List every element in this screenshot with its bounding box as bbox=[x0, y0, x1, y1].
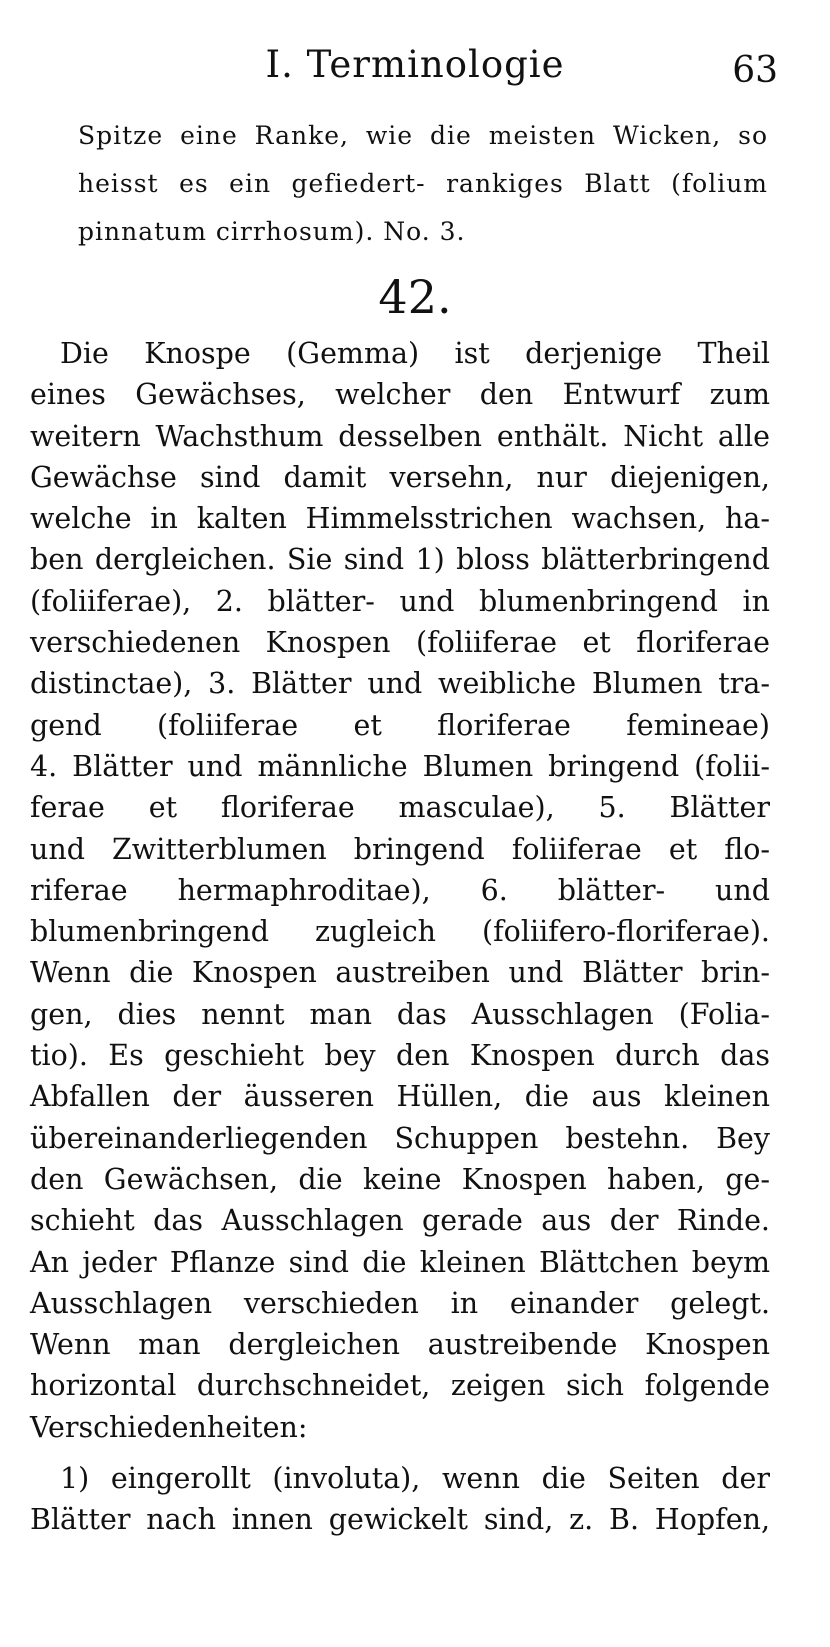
text-line: und Zwitterblumen bringend foliiferae et flo- bbox=[30, 832, 770, 866]
continuation-paragraph bbox=[78, 112, 768, 256]
text-line: ben dergleichen. Sie sind 1) bloss blätterbringend bbox=[30, 543, 770, 577]
chapter-title: I. Terminologie bbox=[265, 43, 565, 86]
text-line: (foliiferae), 2. blätter- und blumenbringend in bbox=[30, 584, 770, 618]
text-line: Ausschlagen verschieden in einander gelegt. bbox=[30, 1286, 770, 1320]
text-line: den Gewächsen, die keine Knospen haben, ge- bbox=[30, 1162, 770, 1196]
page-number: 63 bbox=[732, 50, 778, 91]
text-line: riferae hermaphroditae), 6. blätter- und bbox=[30, 873, 770, 907]
text-line: Wenn die Knospen austreiben und Blätter brin- bbox=[30, 956, 770, 990]
text-line: heisst es ein gefiedert- rankiges Blatt (folium bbox=[78, 169, 768, 198]
text-line: horizontal durchschneidet, zeigen sich folgende bbox=[30, 1369, 770, 1403]
text-line: weitern Wachsthum desselben enthält. Nicht alle bbox=[30, 419, 770, 453]
running-head bbox=[0, 38, 830, 98]
text-line: blumenbringend zugleich (foliifero-floriferae). bbox=[30, 915, 770, 949]
text-line: Gewächse sind damit versehn, nur diejenigen, bbox=[30, 460, 770, 494]
text-line: eines Gewächses, welcher den Entwurf zum bbox=[30, 378, 770, 412]
text-line: Wenn man dergleichen austreibende Knospen bbox=[30, 1328, 770, 1362]
text-line: gen, dies nennt man das Ausschlagen (Folia- bbox=[30, 997, 770, 1031]
text-line: 1) eingerollt (involuta), wenn die Seiten der bbox=[60, 1462, 770, 1496]
text-line: Die Knospe (Gemma) ist derjenige Theil bbox=[60, 337, 770, 370]
text-line: gend (foliiferae et floriferae femineae) bbox=[30, 708, 770, 742]
text-line: schieht das Ausschlagen gerade aus der Rinde. bbox=[30, 1204, 770, 1238]
text-line: welche in kalten Himmelsstrichen wachsen, ha- bbox=[30, 502, 770, 536]
text-line: ferae et floriferae masculae), 5. Blätter bbox=[30, 791, 770, 825]
text-line: verschiedenen Knospen (foliiferae et floriferae bbox=[30, 626, 770, 660]
text-line: Verschiedenheiten: bbox=[30, 1410, 308, 1444]
text-line: Abfallen der äusseren Hüllen, die aus kleinen bbox=[30, 1080, 770, 1114]
text-line: 4. Blätter und männliche Blumen bringend (folii- bbox=[30, 749, 770, 783]
text-line: An jeder Pflanze sind die kleinen Blättchen beym bbox=[30, 1245, 770, 1279]
section-number: 42. bbox=[378, 270, 452, 324]
section-text bbox=[30, 333, 770, 1541]
text-line: tio). Es geschieht bey den Knospen durch das bbox=[30, 1039, 770, 1073]
text-line: pinnatum cirrhosum). No. 3. bbox=[78, 217, 466, 246]
text-line: übereinanderliegenden Schuppen bestehn. Bey bbox=[30, 1121, 770, 1155]
text-line: Spitze eine Ranke, wie die meisten Wicken, so bbox=[78, 121, 768, 150]
text-line: Blätter nach innen gewickelt sind, z. B. Hopfen, bbox=[30, 1503, 770, 1537]
text-line: distinctae), 3. Blätter und weibliche Blumen tra- bbox=[30, 667, 770, 701]
